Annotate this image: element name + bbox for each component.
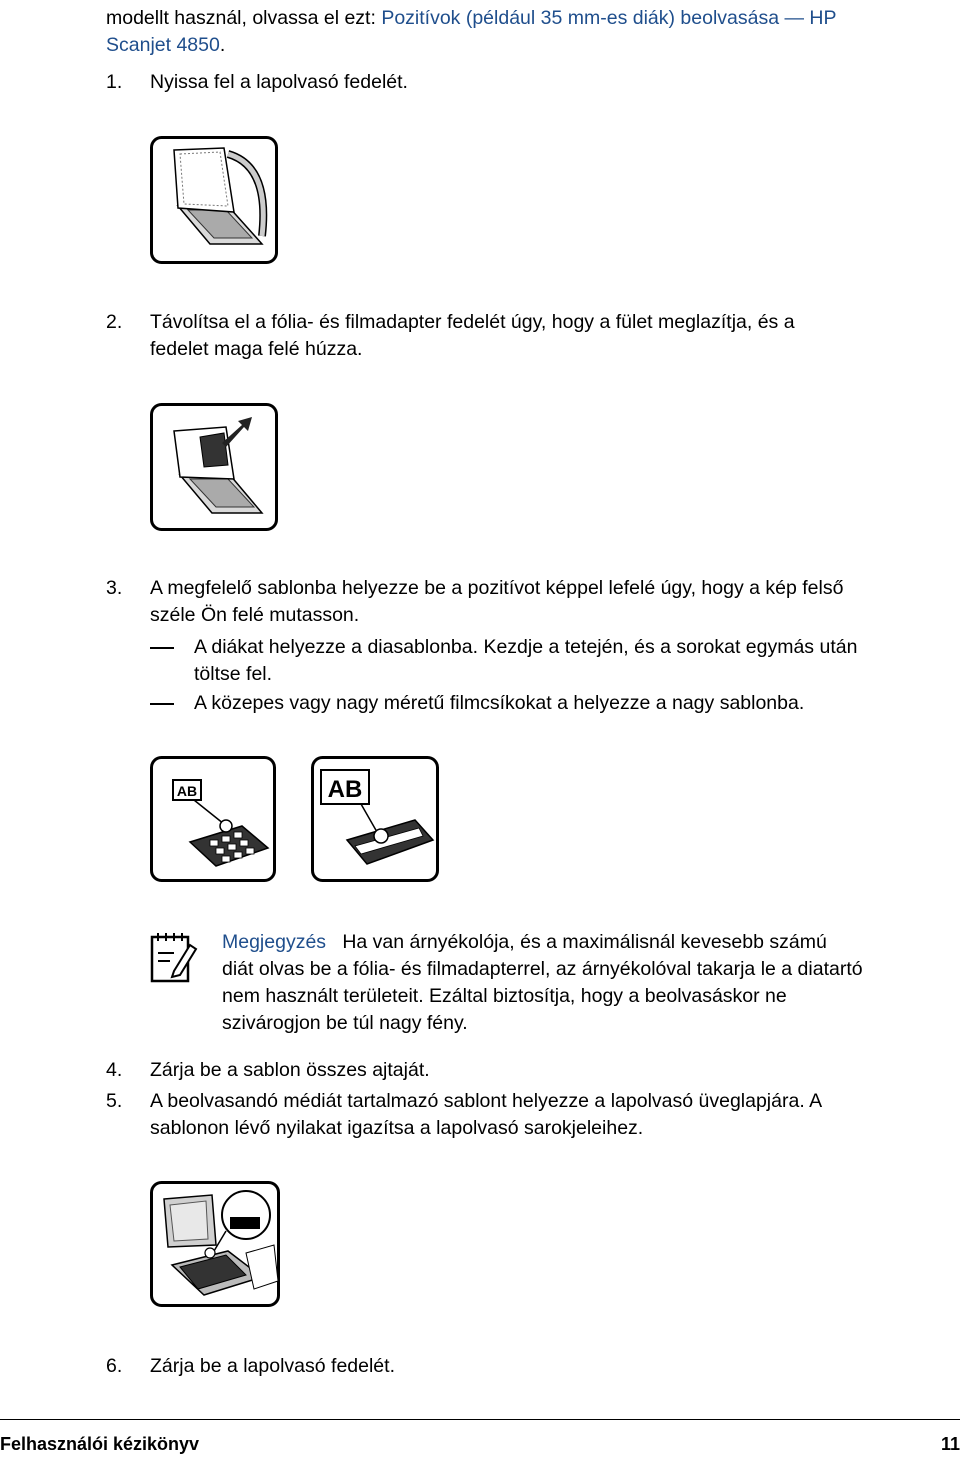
figure-open-lid (150, 136, 278, 270)
step-1-text: Nyissa fel a lapolvasó fedelét. (150, 71, 408, 93)
step-6-number: 6. (106, 1355, 123, 1377)
intro-line-1 (106, 5, 837, 32)
bullet-1-line-2: töltse fel. (194, 663, 273, 685)
figure-remove-cover (150, 403, 278, 537)
step-2-text-line-2: fedelet maga felé húzza. (150, 338, 363, 360)
step-3-number: 3. (106, 577, 123, 599)
step-5-number: 5. (106, 1090, 123, 1112)
step-4-number: 4. (106, 1059, 123, 1081)
step-3-text-line-2: széle Ön felé mutasson. (150, 604, 360, 626)
slide-label-small: AB (176, 783, 198, 799)
slide-label-large: AB (327, 776, 363, 803)
step-4-text: Zárja be a sablon összes ajtaját. (150, 1059, 430, 1081)
note-line-2: diát olvas be a fólia- és filmadapterrel, az árnyékolóval takarja le a diatartó (222, 958, 863, 980)
bullet-dash-2 (150, 703, 174, 705)
step-5-text-line-1: A beolvasandó médiát tartalmazó sablont helyezze a lapolvasó üveglapjára. A (150, 1090, 823, 1112)
footer-rule (0, 1419, 960, 1420)
step-2-text-line-1: Távolítsa el a fólia- és filmadapter fedelét úgy, hogy a fület meglazítja, és a (150, 311, 795, 333)
note-icon (150, 931, 198, 989)
note-line-3: nem használt területeit. Ezáltal biztosítja, hogy a beolvasáskor ne (222, 985, 787, 1007)
bullet-1-line-1: A diákat helyezze a diasablonba. Kezdje a tetején, és a sorokat egymás után (194, 636, 858, 658)
note-title: Megjegyzés (222, 931, 327, 953)
figure-film-template (311, 756, 439, 888)
step-5-text-line-2: sablonon lévő nyilakat igazítsa a lapolvasó sarokjeleihez. (150, 1117, 644, 1139)
intro-link[interactable]: Pozitívok (például 35 mm-es diák) beolvasása — HP (381, 7, 837, 29)
note-text-1: Ha van árnyékolója, és a maximálisnál kevesebb számú (342, 931, 827, 953)
intro-link-cont[interactable]: Scanjet 4850 (106, 34, 220, 56)
intro-text: modellt használ, olvassa el ezt: (106, 7, 382, 29)
intro-period: . (219, 34, 226, 56)
figure-place-template (150, 1181, 280, 1313)
intro-line-2 (106, 32, 225, 59)
step-1-number: 1. (106, 71, 123, 93)
footer-title: Felhasználói kézikönyv (0, 1434, 200, 1454)
step-3-text-line-1: A megfelelő sablonba helyezze be a pozitívot képpel lefelé úgy, hogy a kép felső (150, 577, 844, 599)
figure-slide-template (150, 756, 276, 888)
bullet-2-line-1: A közepes vagy nagy méretű filmcsíkokat a helyezze a nagy sablonba. (194, 692, 805, 714)
step-6-text: Zárja be a lapolvasó fedelét. (150, 1355, 395, 1377)
note-line-4: szivárogjon be túl nagy fény. (222, 1012, 468, 1034)
bullet-dash-1 (150, 647, 174, 649)
step-2-number: 2. (106, 311, 123, 333)
note-line-1 (222, 929, 827, 956)
page-number: 11 (940, 1434, 960, 1454)
